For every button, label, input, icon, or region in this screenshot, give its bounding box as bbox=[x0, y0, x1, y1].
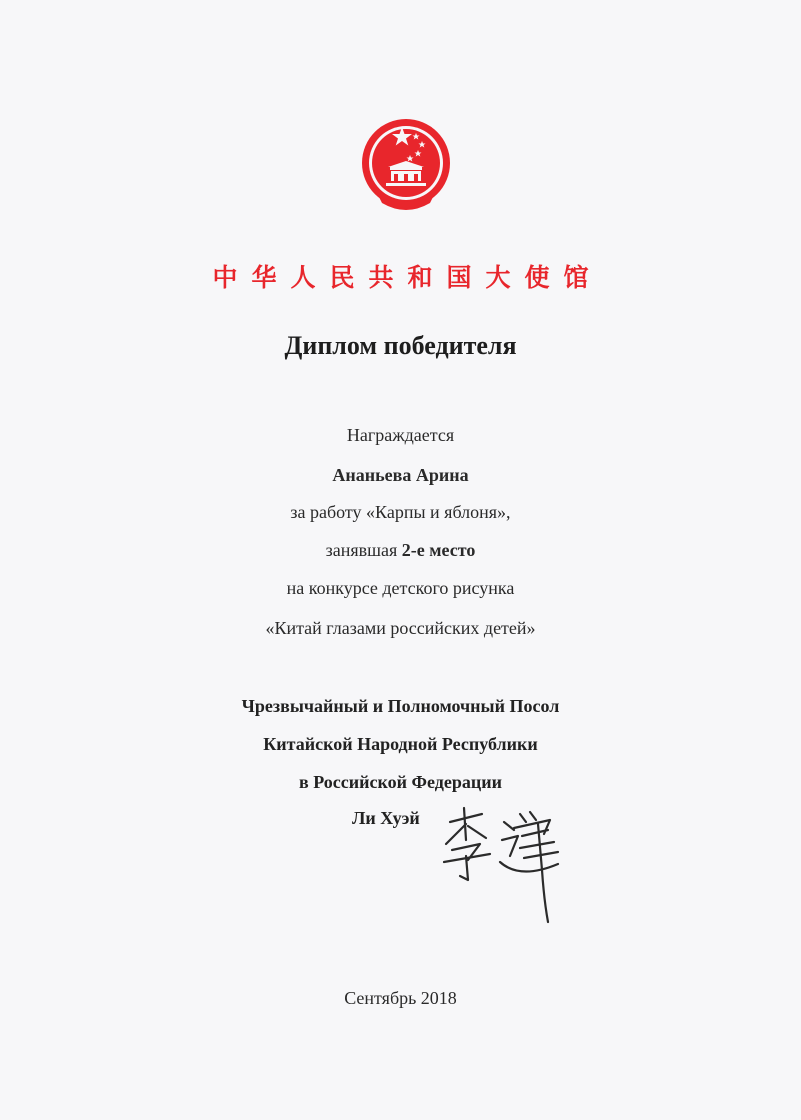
embassy-name: 中华人民共和国大使馆 bbox=[212, 263, 603, 292]
issue-date: Сентябрь 2018 bbox=[344, 988, 457, 1008]
place-line bbox=[0, 540, 801, 561]
work-title: за работу «Карпы и яблоня», bbox=[290, 502, 511, 522]
handwritten-signature-icon bbox=[430, 800, 570, 930]
recipient-name: Ананьева Арина bbox=[332, 465, 469, 485]
place-prefix: занявшая bbox=[325, 540, 402, 560]
signatory-title-3: в Российской Федерации bbox=[299, 772, 502, 792]
national-emblem-icon bbox=[360, 113, 452, 215]
place-value: 2-е место bbox=[401, 540, 476, 560]
signatory-name: Ли Хуэй bbox=[352, 808, 420, 828]
signatory-title-2: Китайской Народной Республики bbox=[263, 734, 538, 754]
awarded-text: Награждается bbox=[346, 425, 455, 445]
diploma-title: Диплом победителя bbox=[284, 331, 517, 360]
signatory-title-1: Чрезвычайный и Полномочный Посол bbox=[241, 696, 560, 716]
contest-name: «Китай глазами российских детей» bbox=[265, 618, 536, 638]
contest-line: на конкурсе детского рисунка bbox=[286, 578, 515, 598]
